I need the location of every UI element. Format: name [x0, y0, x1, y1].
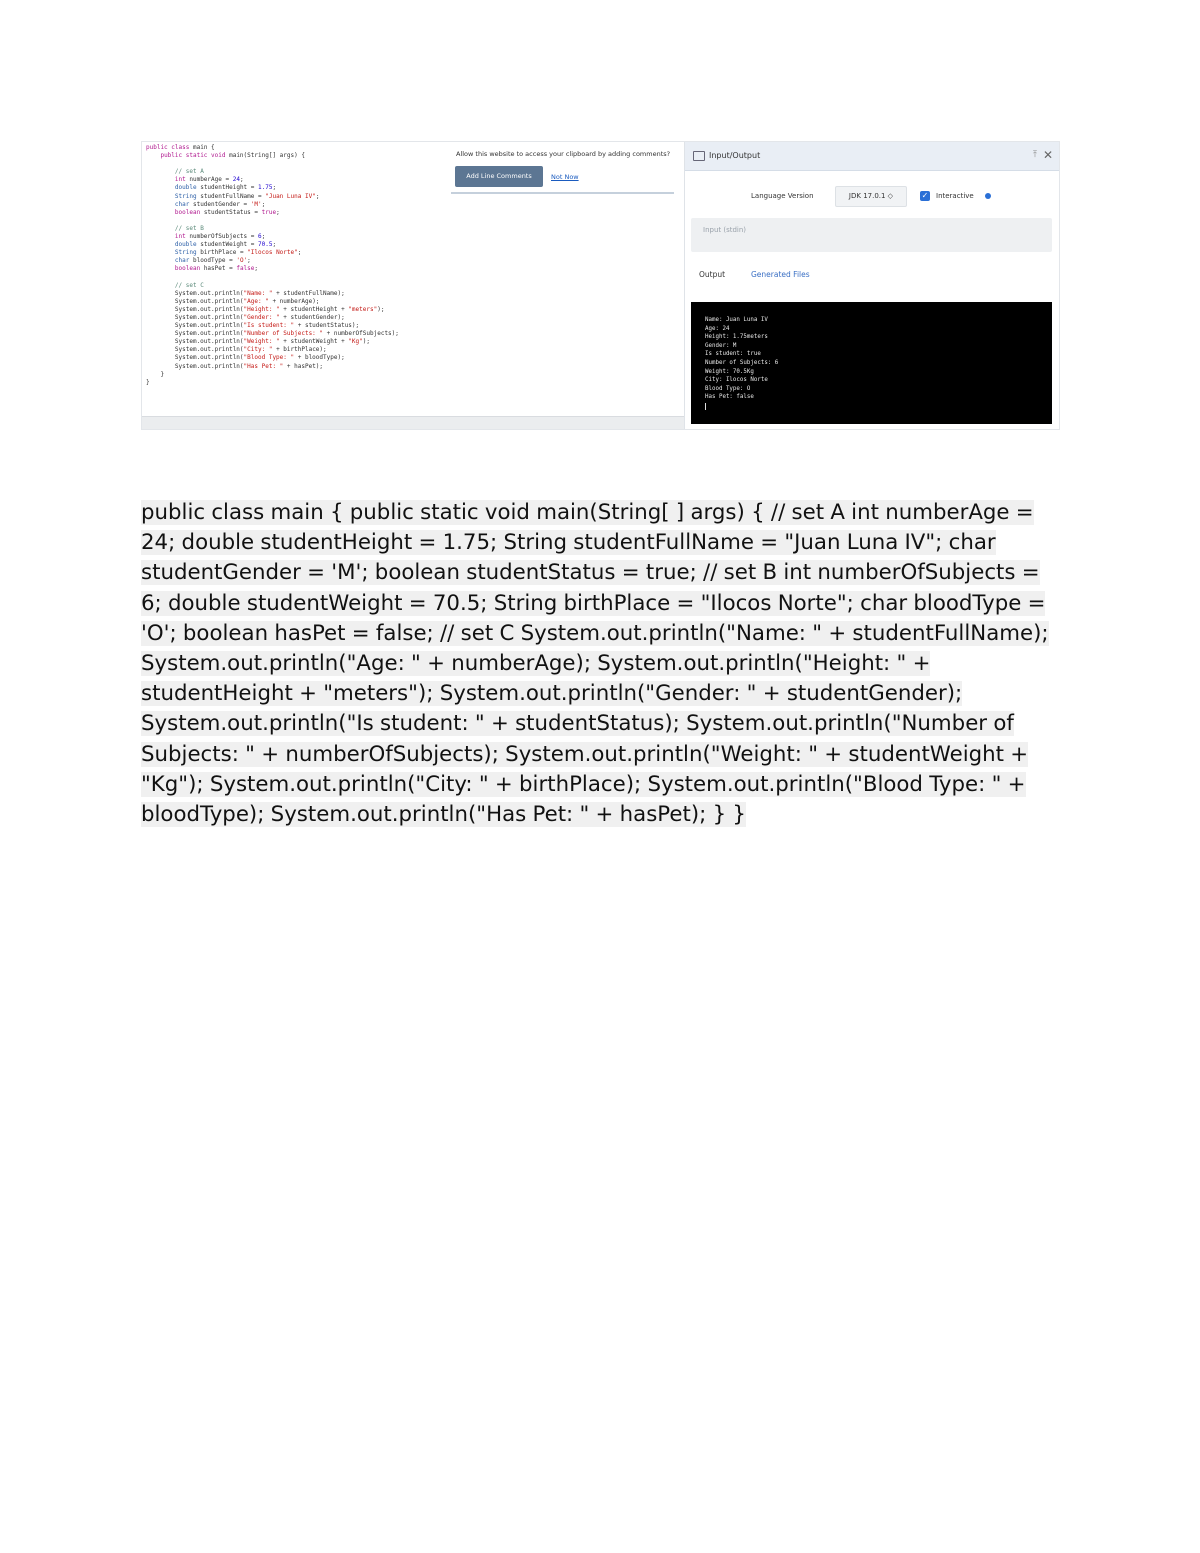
code-line: System.out.println("Blood Type: " + bloodType);: [146, 354, 345, 362]
code-line: }: [146, 370, 165, 378]
close-icon[interactable]: ✕: [1042, 148, 1053, 162]
info-icon[interactable]: [985, 193, 991, 199]
horizontal-scrollbar[interactable]: [142, 416, 684, 429]
stdin-input[interactable]: [691, 218, 1052, 252]
code-line: System.out.println("Is student: " + studentStatus);: [146, 322, 360, 330]
code-line: public class main {: [146, 144, 215, 151]
console-output: [705, 316, 778, 410]
tab-output[interactable]: Output: [699, 270, 726, 279]
code-line: System.out.println("Age: " + numberAge);: [146, 297, 320, 305]
pin-icon[interactable]: ⤒: [1033, 150, 1037, 160]
language-version-select[interactable]: JDK 17.0.1 ◇: [835, 186, 907, 207]
not-now-link[interactable]: Not Now: [551, 173, 579, 181]
code-paragraph: [141, 498, 1066, 830]
code-line: // set C: [174, 281, 204, 289]
code-line: // set A: [174, 168, 204, 176]
code-line: boolean hasPet = false;: [174, 265, 259, 273]
console-line: Has Pet: false: [705, 394, 754, 401]
console-line: City: Ilocos Norte: [705, 377, 768, 384]
code-line: String birthPlace = "Ilocos Norte";: [174, 249, 302, 257]
code-line: }: [146, 378, 150, 386]
console-line: Height: 1.75meters: [705, 334, 768, 341]
stdin-placeholder: Input (stdin): [703, 226, 747, 234]
clipboard-popup: [451, 144, 674, 194]
interactive-label: Interactive: [936, 192, 974, 200]
code-line: int numberOfSubjects = 6;: [174, 233, 266, 241]
io-panel-title: Input/Output: [709, 151, 761, 160]
output-console[interactable]: [691, 302, 1052, 424]
code-line: double studentHeight = 1.75;: [174, 184, 277, 192]
code-line: char studentGender = 'M';: [174, 200, 266, 208]
code-line: double studentWeight = 70.5;: [174, 241, 277, 249]
code-line: System.out.println("Height: " + studentHeight + "meters");: [146, 305, 385, 313]
console-line: Age: 24: [705, 325, 730, 332]
console-line: Number of Subjects: 6: [705, 359, 779, 366]
add-line-comments-button[interactable]: Add Line Comments: [455, 166, 543, 187]
code-editor[interactable]: [142, 142, 685, 429]
code-line: [146, 274, 399, 282]
code-line: System.out.println("Gender: " + studentGender);: [146, 313, 345, 321]
tab-generated-files[interactable]: Generated Files: [751, 270, 810, 279]
code-line: // set B: [174, 224, 204, 232]
code-line: [146, 160, 399, 168]
console-cursor: [705, 403, 706, 410]
interactive-checkbox[interactable]: ✓: [921, 191, 929, 200]
code-view[interactable]: [146, 144, 399, 387]
code-line: public static void main(String[] args) {: [160, 152, 305, 160]
io-panel: [685, 142, 1059, 429]
code-line: System.out.println("City: " + birthPlace);: [146, 346, 327, 354]
popup-message: Allow this website to access your clipboard by adding comments?: [456, 150, 671, 158]
code-line: System.out.println("Has Pet: " + hasPet);: [146, 362, 324, 370]
code-line: [146, 217, 399, 225]
paragraph-text: public class main { public static void main(String[ ] args) { // set A int numberAge = 24; double studentHeight = 1.75; String studentFullName = "Juan Luna IV"; char studentGender = 'M'; boolean studentStatus = true; // set B int numberOfSubjects = 6; double studentWeight = 70.5; String birthPlace = "Ilocos Norte"; char bloodType = 'O'; boolean hasPet = false; // set C System.out.println("Name: " + studentFullName); System.out.println("Age: " + numberAge); System.out.println("Height: " + studentHeight + "meters"); System.out.println("Gender: " + studentGender); System.out.println("Is student: " + studentStatus); System.out.println("Number of Subjects: " + numberOfSubjects); System.out.println("Weight: " + studentWeight + "Kg"); System.out.println("City: " + birthPlace); System.out.println("Blood Type: " + bloodType); System.out.println("Has Pet: " + hasPet); } }: [141, 500, 1049, 828]
console-line: Blood Type: O: [705, 385, 751, 392]
code-line: System.out.println("Name: " + studentFullName);: [146, 289, 345, 297]
console-line: Name: Juan Luna IV: [705, 317, 768, 323]
code-line: System.out.println("Number of Subjects: " + numberOfSubjects);: [146, 330, 399, 338]
code-line: boolean studentStatus = true;: [174, 208, 280, 216]
language-version-label: Language Version: [751, 192, 814, 200]
code-line: char bloodType = 'O';: [174, 257, 251, 265]
ide-screenshot: [141, 141, 1060, 430]
io-panel-header: [685, 142, 1059, 171]
console-line: Weight: 70.5Kg: [705, 368, 754, 375]
code-line: int numberAge = 24;: [174, 176, 244, 184]
terminal-icon: [693, 151, 705, 161]
code-line: System.out.println("Weight: " + studentWeight + "Kg");: [146, 338, 370, 346]
console-line: Is student: true: [705, 351, 761, 358]
console-line: Gender: M: [705, 342, 737, 349]
code-line: String studentFullName = "Juan Luna IV";: [174, 192, 320, 200]
